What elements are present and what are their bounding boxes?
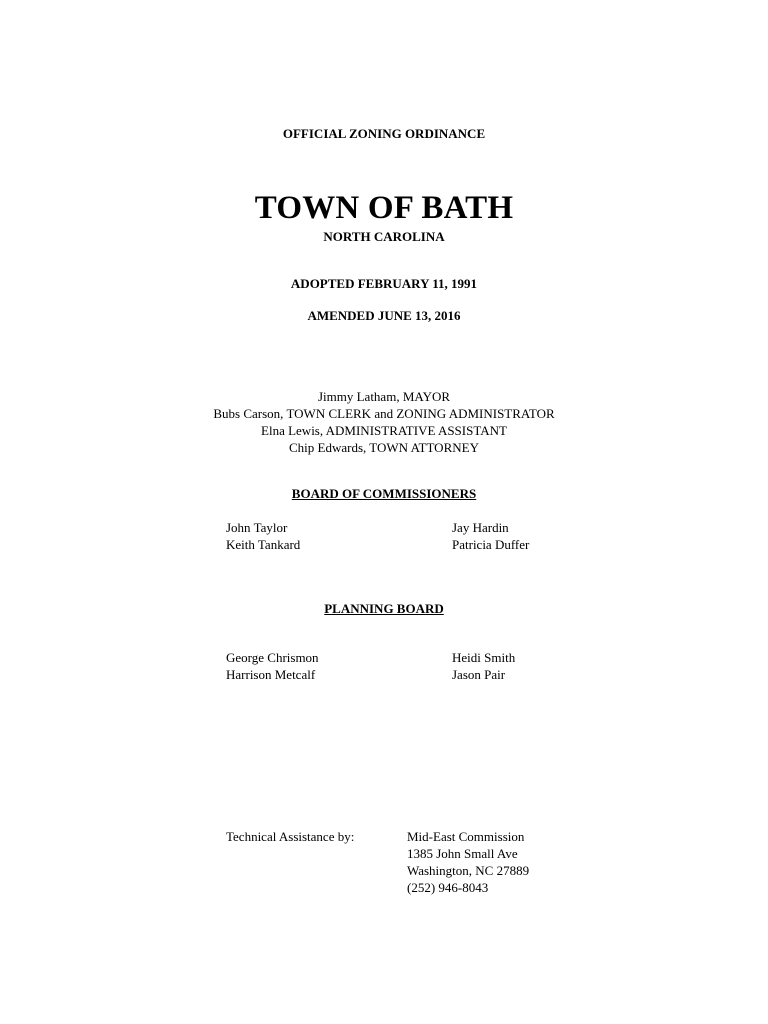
state-subtitle: NORTH CAROLINA — [323, 229, 445, 244]
address-city-state-zip: Washington, NC 27889 — [407, 863, 530, 878]
commissioners-list — [226, 519, 626, 553]
official-town-attorney: Chip Edwards, TOWN ATTORNEY — [289, 440, 479, 455]
adopted-date: ADOPTED FEBRUARY 11, 1991 — [290, 276, 478, 291]
planning-board-member: Jason Pair — [452, 667, 506, 682]
planning-board-member: Heidi Smith — [452, 650, 516, 665]
commissioners-heading: BOARD OF COMMISSIONERS — [291, 486, 477, 501]
official-admin-assistant: Elna Lewis, ADMINISTRATIVE ASSISTANT — [261, 423, 507, 438]
technical-assistance-address — [407, 828, 529, 896]
commissioner-name: Patricia Duffer — [452, 537, 530, 552]
planning-board-heading: PLANNING BOARD — [324, 601, 444, 616]
commissioners-row — [226, 536, 626, 553]
amended-date: AMENDED JUNE 13, 2016 — [307, 308, 461, 323]
commissioner-name: John Taylor — [226, 520, 288, 535]
officials-list — [0, 388, 768, 456]
address-organization: Mid-East Commission — [407, 829, 525, 844]
commissioners-row — [226, 519, 626, 536]
planning-board-member: George Chrismon — [226, 650, 319, 665]
technical-assistance-label: Technical Assistance by: — [226, 829, 355, 844]
commissioner-name: Jay Hardin — [452, 520, 509, 535]
address-street: 1385 John Small Ave — [407, 846, 518, 861]
ordinance-header: OFFICIAL ZONING ORDINANCE — [282, 126, 486, 141]
official-mayor: Jimmy Latham, MAYOR — [317, 389, 451, 404]
official-town-clerk: Bubs Carson, TOWN CLERK and ZONING ADMINISTRATOR — [213, 406, 555, 421]
planning-board-member: Harrison Metcalf — [226, 667, 316, 682]
planning-board-row — [226, 666, 626, 683]
page-title: TOWN OF BATH — [254, 190, 514, 226]
address-phone: (252) 946-8043 — [407, 880, 489, 895]
planning-board-list — [226, 649, 626, 683]
commissioner-name: Keith Tankard — [226, 537, 301, 552]
planning-board-row — [226, 649, 626, 666]
